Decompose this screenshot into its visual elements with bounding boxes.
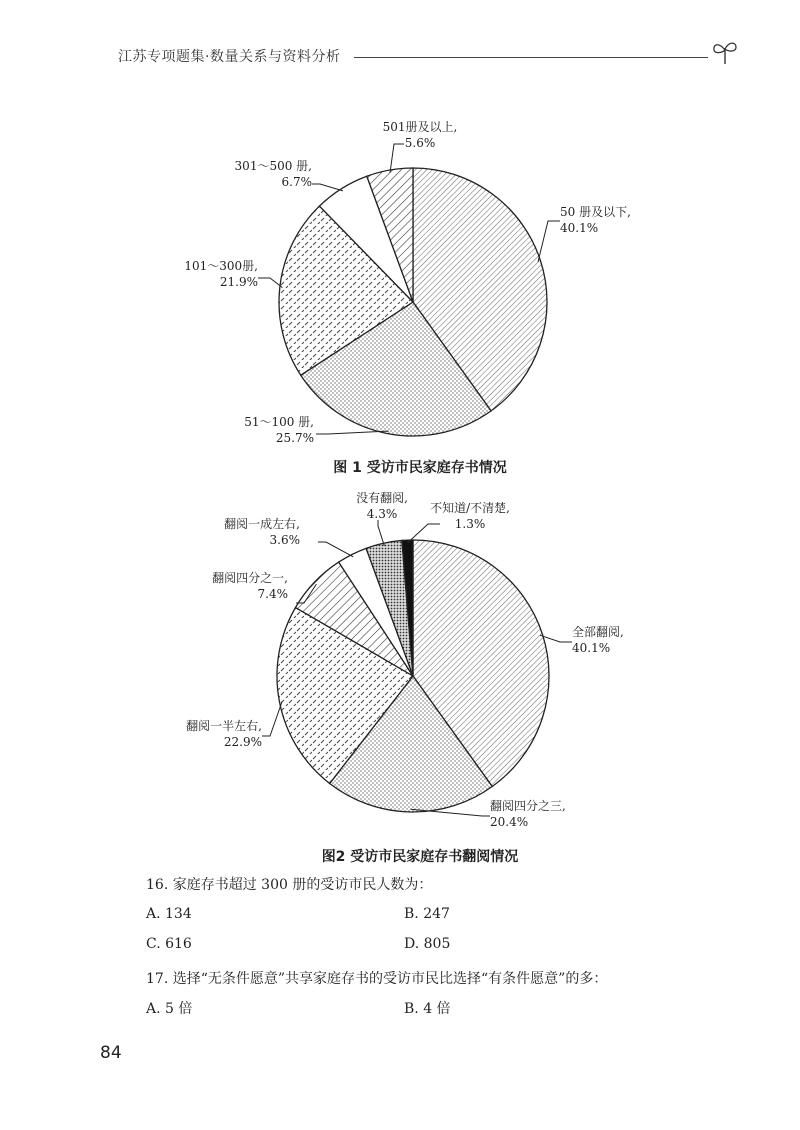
question-16-option-a: A. 134: [146, 906, 192, 922]
slice-percent-label: 25.7%: [275, 431, 314, 445]
slice-percent-label: 6.7%: [281, 175, 312, 189]
slice-percent-label: 7.4%: [257, 587, 288, 601]
leader-line: [378, 520, 384, 546]
slice-percent-label: 5.6%: [404, 136, 436, 150]
slice-category-label: 不知道/不清楚,: [430, 501, 510, 515]
slice-category-label: 翻阅一成左右,: [224, 517, 300, 531]
chart-1-caption: 图 1 受访市民家庭存书情况: [333, 460, 507, 476]
leader-line: [318, 542, 353, 557]
slice-percent-label: 22.9%: [223, 735, 262, 749]
slice-category-label: 301～500 册,: [234, 159, 312, 173]
header-rule: [354, 57, 708, 58]
question-16-stem: 16. 家庭存书超过 300 册的受访市民人数为：: [146, 877, 433, 893]
slice-category-label: 翻阅四分之三,: [490, 799, 566, 813]
leader-line: [410, 809, 490, 816]
running-header: [118, 44, 738, 68]
slice-category-label: 翻阅一半左右,: [186, 719, 262, 733]
chart-2-caption: 图2 受访市民家庭存书翻阅情况: [321, 849, 519, 865]
leader-line: [538, 221, 560, 262]
question-16-option-c: C. 616: [146, 936, 192, 952]
question-17-option-b: B. 4 倍: [404, 1001, 451, 1017]
leader-line: [258, 278, 282, 288]
sprout-icon: [710, 38, 740, 66]
leader-line: [262, 701, 282, 736]
slice-percent-label: 4.3%: [366, 507, 398, 521]
slice-category-label: 全部翻阅,: [572, 625, 624, 639]
slice-category-label: 101～300册,: [184, 259, 258, 273]
question-17-option-a: A. 5 倍: [146, 1001, 193, 1017]
page-number: 84: [100, 1043, 122, 1063]
slice-category-label: 翻阅四分之一,: [212, 571, 288, 585]
leader-line: [316, 431, 389, 434]
question-17-stem: 17. 选择“无条件愿意”共享家庭存书的受访市民比选择“有条件愿意”的多：: [146, 971, 608, 987]
slice-category-label: 没有翻阅,: [356, 491, 408, 505]
question-16-option-d: D. 805: [404, 936, 451, 952]
slice-percent-label: 40.1%: [560, 221, 599, 235]
slice-percent-label: 20.4%: [490, 815, 529, 829]
question-16-option-b: B. 247: [404, 906, 450, 922]
leader-line: [312, 184, 343, 191]
slice-percent-label: 3.6%: [269, 533, 300, 547]
slice-percent-label: 21.9%: [219, 275, 258, 289]
pie-chart-book-reading: [0, 490, 800, 835]
header-title: 江苏专项题集·数量关系与资料分析: [118, 49, 341, 65]
pie-chart-book-collection: [0, 104, 800, 449]
pie-chart-1-svg: [0, 104, 800, 449]
slice-category-label: 50 册及以下,: [560, 205, 631, 219]
slice-category-label: 501册及以上,: [382, 120, 458, 134]
slice-percent-label: 1.3%: [454, 517, 486, 531]
pie-chart-2-svg: [0, 490, 800, 835]
slice-category-label: 51～100 册,: [244, 415, 314, 429]
slice-percent-label: 40.1%: [572, 641, 611, 655]
